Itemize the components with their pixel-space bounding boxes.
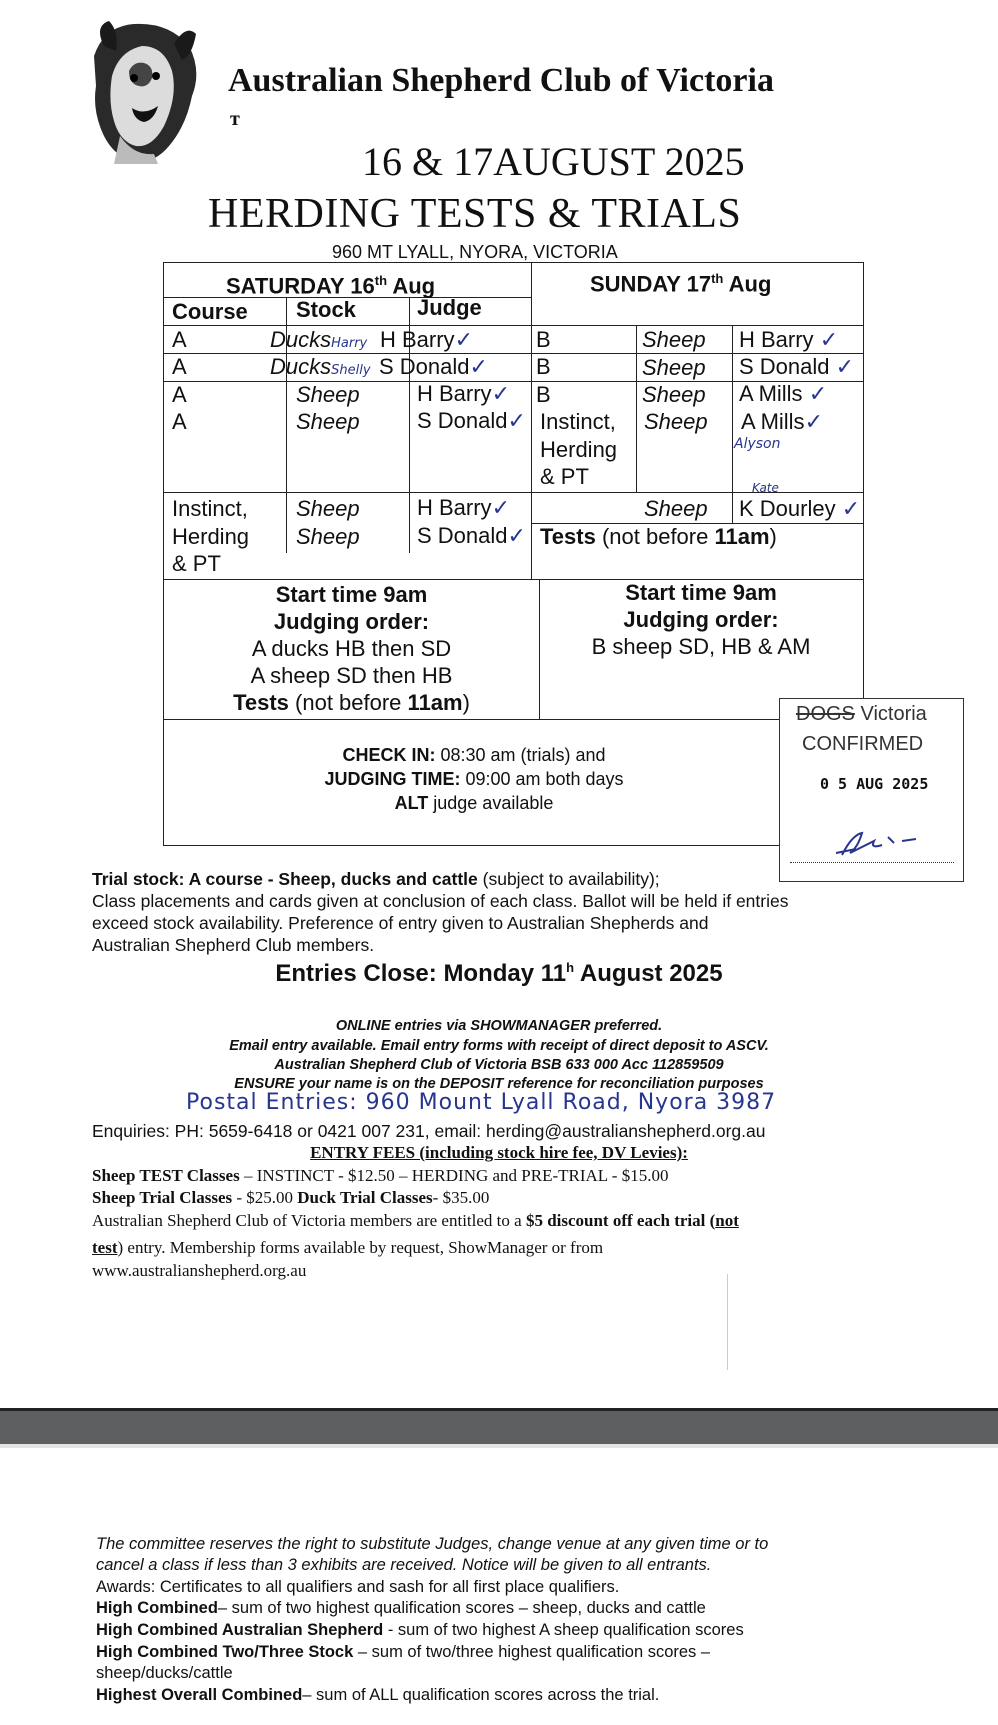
divider [727,1274,728,1370]
event-dates: 16 & 17AUGUST 2025 [362,139,745,184]
website-link[interactable]: www.australianshepherd.org.au [92,1261,307,1280]
sun-stock: Sheep [644,409,708,434]
sun-judge: A Mills ✓ [739,381,828,407]
sat-stock: Sheep [296,382,360,407]
page-separator [0,1408,998,1447]
high-combined: High Combined– sum of two highest qualification scores – sheep, ducks and cattle [96,1599,706,1617]
trial-stock-line1: Trial stock: A course - Sheep, ducks and cattle (subject to availability); [92,869,660,889]
entries-close: Entries Close: Monday 11$^h$ August 2025 [275,960,723,987]
online-line2: Email entry available. Email entry forms with receipt of direct deposit to ASCV. [229,1038,769,1054]
stamp-confirmed: CONFIRMED [802,733,924,755]
handwritten-note: Harry [331,336,368,351]
online-line1: ONLINE entries via SHOWMANAGER preferred. [335,1018,663,1034]
sunday-header: SUNDAY 17th Aug [590,271,772,297]
sun-judge: S Donald ✓ [739,354,855,380]
dog-logo [74,16,204,166]
committee-note-1: The committee reserves the right to substitute Judges, change venue at any given time or to [96,1535,769,1553]
online-line4: ENSURE your name is on the DEPOSIT reference for reconciliation purposes [234,1076,764,1092]
handwritten-note: Shelly [331,363,371,378]
sun-judge: K Dourley ✓ [739,496,861,522]
online-line3: Australian Shepherd Club of Victoria BSB 633 000 Acc 112859509 [274,1057,724,1073]
sat-judge: H Barry✓ [380,327,473,353]
sun-stock: Sheep [642,327,706,352]
sat-judge: S Donald✓ [417,523,526,549]
col-course: Course [172,299,248,324]
checkin-block: CHECK IN: 08:30 am (trials) and JUDGING TIME: 09:00 am both days ALT judge available [324,745,624,813]
fees-heading: ENTRY FEES (including stock hire fee, DV Levies): [310,1143,688,1162]
stray-mark: ᴛ [230,108,240,130]
sat-stock: DucksShelly [270,354,371,379]
col-judge: Judge [417,295,482,320]
trial-stock-line4: Australian Shepherd Club members. [92,935,375,955]
confirmed-stamp [779,698,964,882]
sat-stock: Sheep [296,524,360,549]
saturday-header: SATURDAY 16th Aug [226,273,436,299]
sat-course: A [172,354,187,379]
col-stock: Stock [296,297,356,322]
club-title: Australian Shepherd Club of Victoria [228,62,774,99]
enquiries: Enquiries: PH: 5659-6418 or 0421 007 231, email: herding@australianshepherd.org.au [92,1121,766,1141]
postal-handwritten: Postal Entries: 960 Mount Lyall Road, Nyora 3987 [186,1090,777,1115]
fees-members-2: test) entry. Membership forms available by request, ShowManager or from [92,1238,604,1257]
committee-note-2: cancel a class if less than 3 exhibits are received. Notice will be given to all entrants. [96,1556,712,1574]
sunday-tests-note: Tests (not before 11am) [540,524,777,549]
signature-icon [832,827,922,859]
sun-course: Herding [540,437,618,462]
sun-course: B [536,354,551,379]
sun-course: & PT [540,464,589,489]
sat-stock: DucksHarry [270,327,368,352]
sat-course: Instinct, [172,496,248,521]
sun-course: Instinct, [540,409,616,434]
saturday-order: Start time 9am Judging order: A ducks HB then SD A sheep SD then HB Tests (not before 11am) [233,582,470,715]
sun-stock: Sheep [642,382,706,407]
trial-stock-line2: Class placements and cards given at conclusion of each class. Ballot will be held if entries [92,891,789,911]
sat-judge: H Barry✓ [417,381,510,407]
sat-course: A [172,327,187,352]
event-title: HERDING TESTS & TRIALS [208,191,742,237]
sat-course: A [172,382,187,407]
fees-test: Sheep TEST Classes – INSTINCT - $12.50 – HERDING and PRE-TRIAL - $15.00 [92,1166,669,1185]
sun-course: B [536,327,551,352]
highest-overall: Highest Overall Combined– sum of ALL qualification scores across the trial. [96,1686,660,1704]
handwritten-note: Kate [752,481,779,495]
sat-stock: Sheep [296,496,360,521]
sun-judge: H Barry ✓ [739,327,839,353]
awards: Awards: Certificates to all qualifiers and sash for all first place qualifiers. [96,1578,620,1596]
stamp-org: DOGS Victoria [796,703,927,725]
sat-judge: S Donald✓ [379,354,488,380]
sat-stock: Sheep [296,409,360,434]
sat-course: A [172,409,187,434]
trial-stock-line3: exceed stock availability. Preference of entry given to Australian Shepherds and [92,913,709,933]
high-combined-stock-2: sheep/ducks/cattle [96,1664,233,1682]
sun-stock: Sheep [644,496,708,521]
sat-course: Herding [172,524,250,549]
venue-address: 960 MT LYALL, NYORA, VICTORIA [332,242,618,262]
fees-trial: Sheep Trial Classes - $25.00 Duck Trial Classes- $35.00 [92,1188,490,1207]
sat-course: & PT [172,551,221,576]
stamp-date: 0 5 AUG 2025 [820,775,929,793]
sun-course: B [536,382,551,407]
sun-judge: A Mills✓ [741,409,823,435]
sat-judge: H Barry✓ [417,495,510,521]
schedule-table [163,262,864,846]
sun-stock: Sheep [642,355,706,380]
high-combined-stock: High Combined Two/Three Stock – sum of two/three highest qualification scores – [96,1643,711,1661]
high-combined-aussie: High Combined Australian Shepherd - sum of two highest A sheep qualification scores [96,1621,744,1639]
sat-judge: S Donald✓ [417,408,526,434]
handwritten-note: Alyson [734,436,781,452]
page-separator-edge [0,1444,998,1448]
sunday-order: Start time 9am Judging order: B sheep SD, HB & AM [591,580,811,659]
fees-members: Australian Shepherd Club of Victoria members are entitled to a $5 discount off each trial (not [92,1211,739,1230]
